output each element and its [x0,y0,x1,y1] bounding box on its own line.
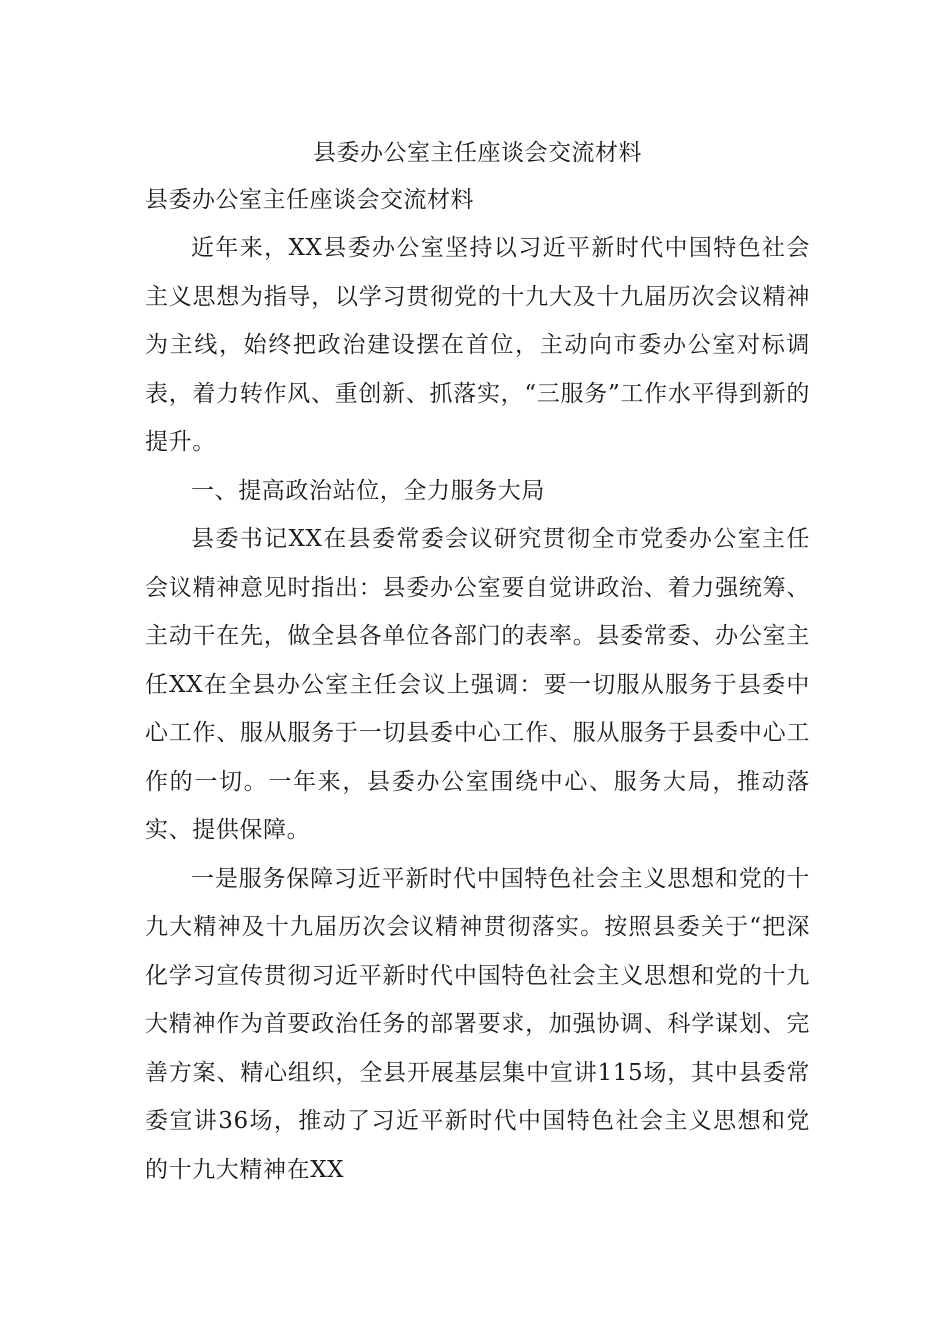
paragraph-point-one: 一是服务保障习近平新时代中国特色社会主义思想和党的十九大精神及十九届历次会议精神贯彻落实。按照县委关于“把深化学习宣传贯彻习近平新时代中国特色社会主义思想和党的十九大精神作为首要政治任务的部署要求，加强协调、科学谋划、完善方案、精心组织，全县开展基层集中宣讲115场，其中县委常委宣讲36场，推动了习近平新时代中国特色社会主义思想和党的十九大精神在XX [145,865,810,1183]
document-page [145,130,810,1194]
document-subtitle: 县委办公室主任座谈会交流材料 [145,187,474,213]
paragraph-intro: 近年来，XX县委办公室坚持以习近平新时代中国特色社会主义思想为指导，以学习贯彻党的十九大及十九届历次会议精神为主线，始终把政治建设摆在首位，主动向市委办公室对标调表，着力转作风、重创新、抓落实，“三服务”工作水平得到新的提升。 [145,235,810,455]
section-heading-one: 一、提高政治站位，全力服务大局 [191,477,545,504]
paragraph-section-one: 县委书记XX在县委常委会议研究贯彻全市党委办公室主任会议精神意见时指出：县委办公室要自觉讲政治、着力强统筹、主动干在先，做全县各单位各部门的表率。县委常委、办公室主任XX在全县办公室主任会议上强调：要一切服从服务于县委中心工作、服从服务于一切县委中心工作、服从服务于县委中心工作的一切。一年来，县委办公室围绕中心、服务大局，推动落实、提供保障。 [145,526,810,843]
document-title: 县委办公室主任座谈会交流材料 [313,140,642,166]
